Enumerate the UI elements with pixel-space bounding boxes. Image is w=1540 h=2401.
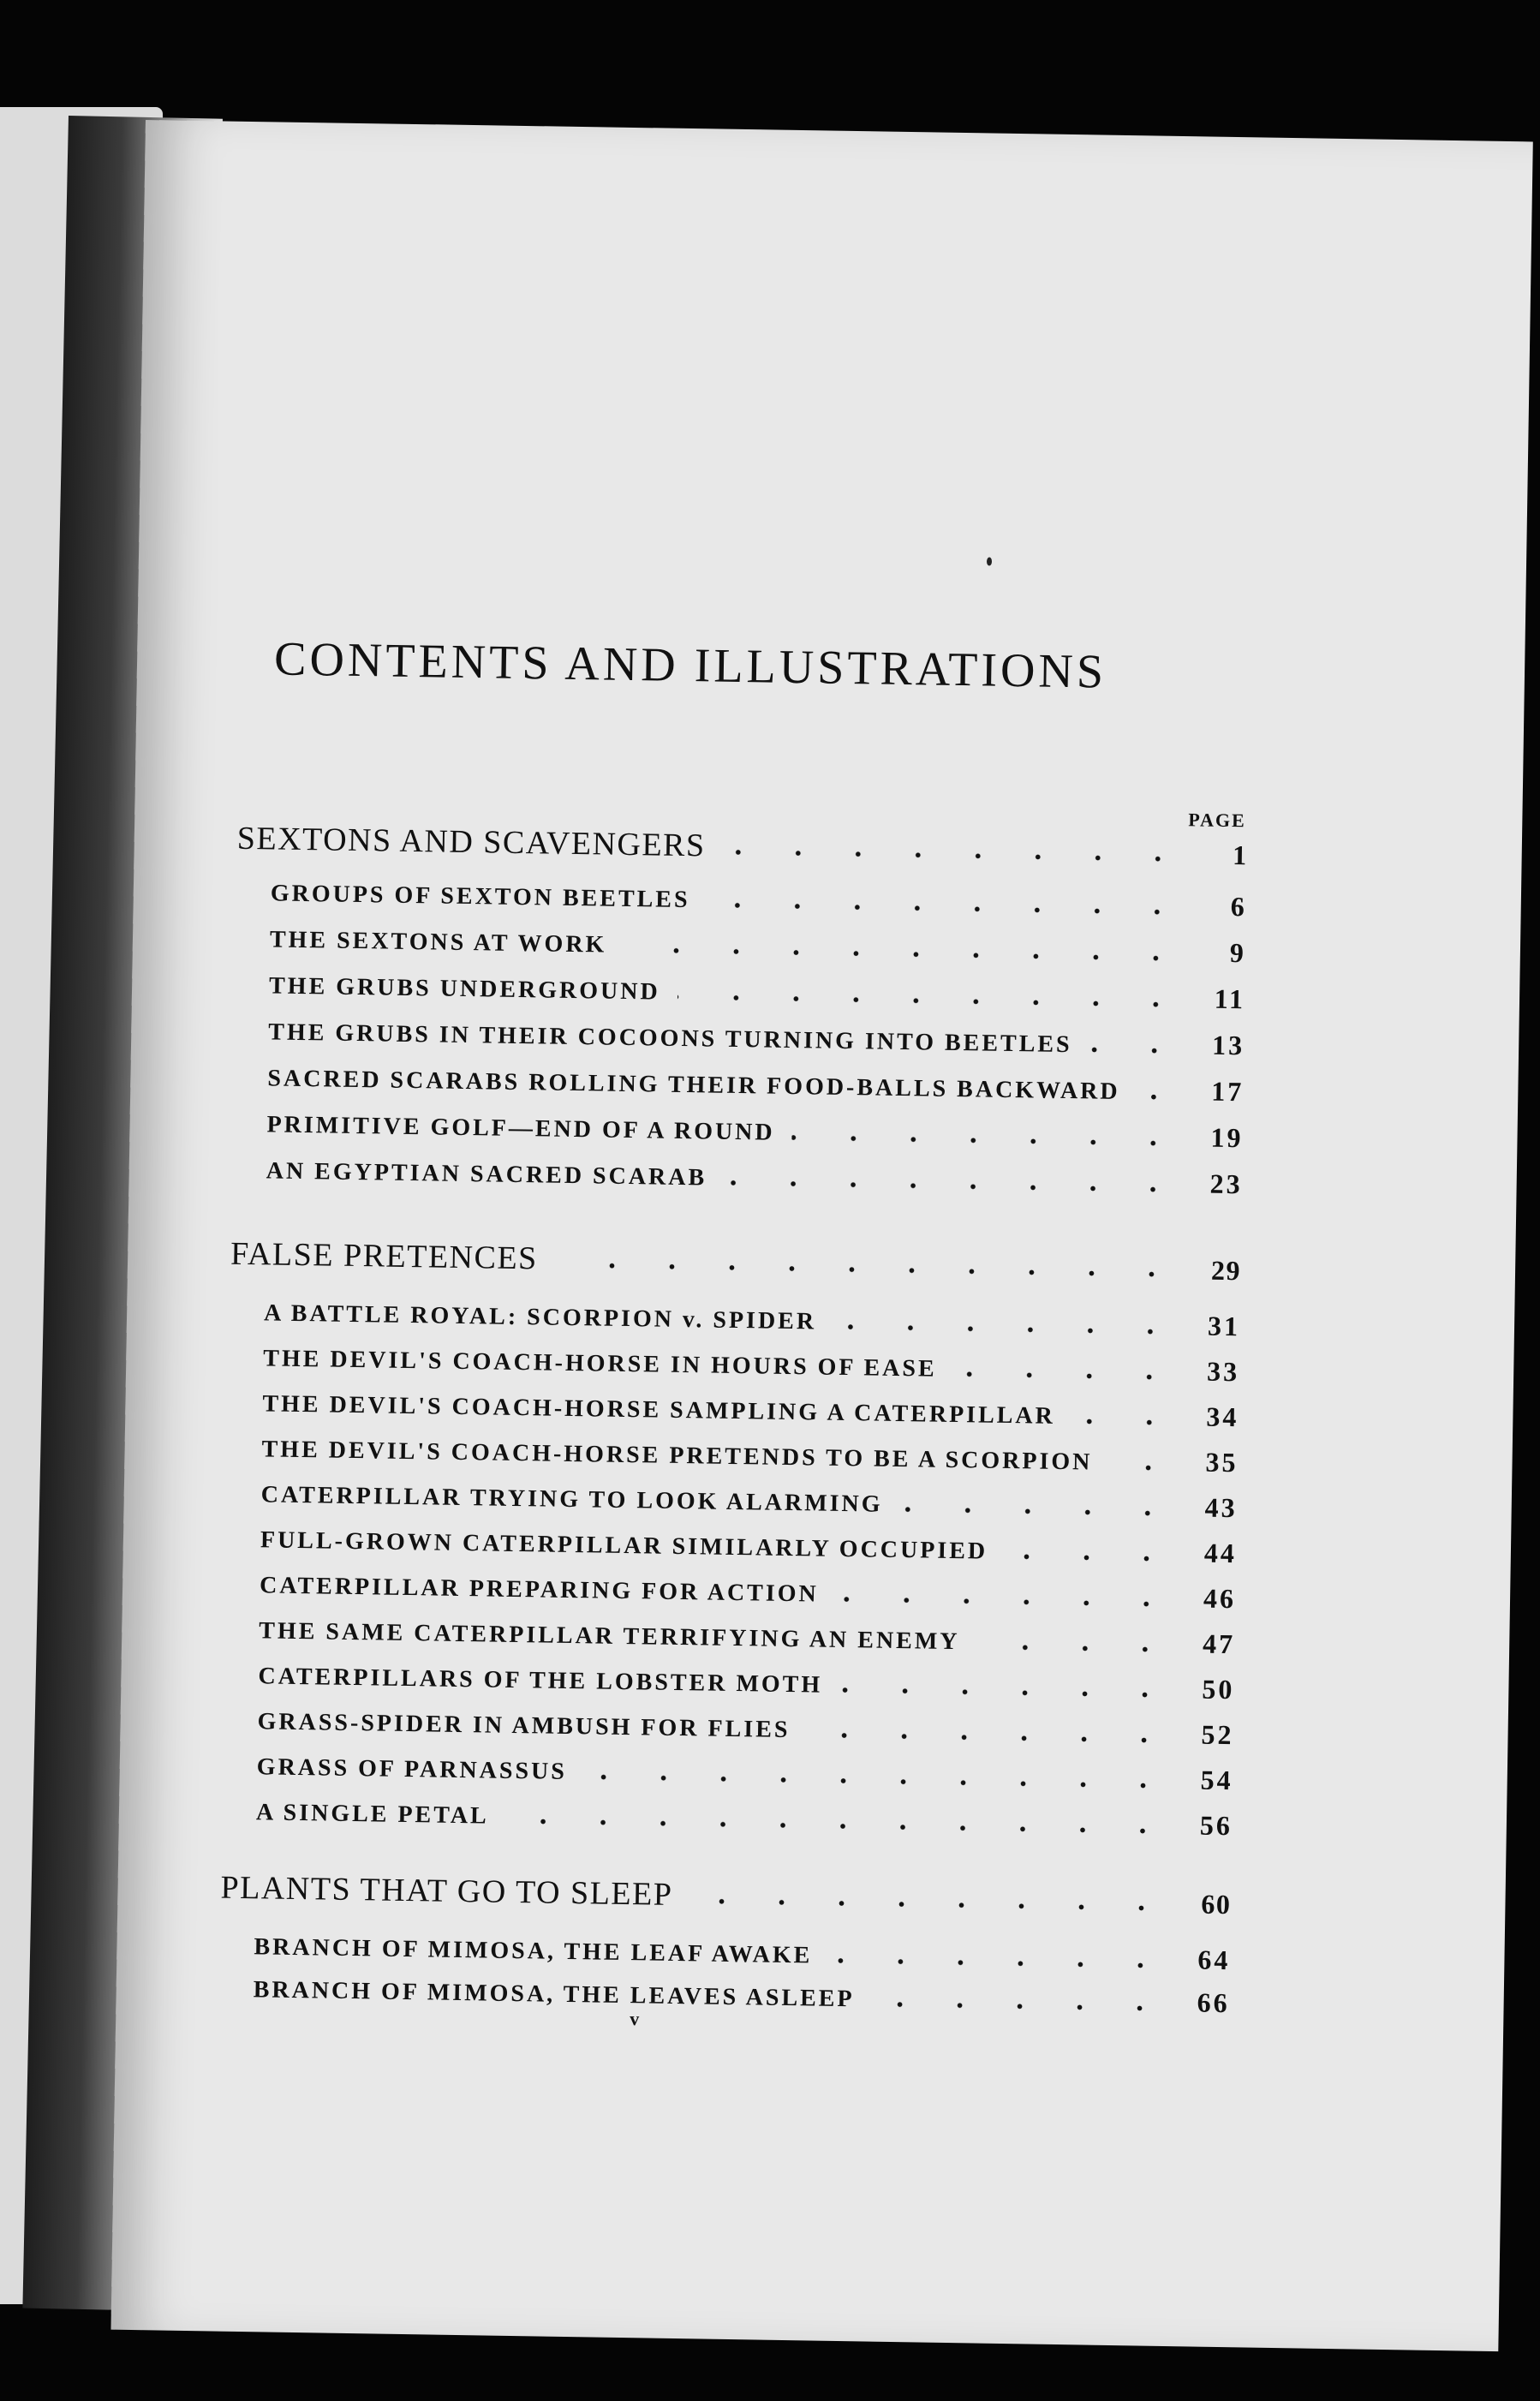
dot-leader xyxy=(624,947,1186,960)
page-number: 34 xyxy=(1206,1401,1239,1433)
section-heading: FALSE PRETENCES xyxy=(230,1235,539,1277)
dot-leader xyxy=(506,1818,1173,1833)
entry-label: CATERPILLARS OF THE LOBSTER MOTH xyxy=(258,1663,823,1699)
toc-entry xyxy=(260,1568,1236,1615)
page-content xyxy=(110,120,1532,2351)
dot-leader xyxy=(1109,1464,1178,1470)
page-number: 23 xyxy=(1209,1168,1243,1200)
page-column-heading: PAGE xyxy=(1188,809,1246,832)
toc-entry xyxy=(262,1386,1239,1433)
entry-label: BRANCH OF MIMOSA, THE LEAVES ASLEEP xyxy=(253,1976,855,2013)
toc-entry xyxy=(257,1749,1233,1796)
entry-label: THE SEXTONS AT WORK xyxy=(269,926,607,959)
toc-entry xyxy=(261,1477,1238,1524)
toc-entry xyxy=(253,1972,1229,2019)
toc-entry xyxy=(270,922,1246,969)
dot-leader xyxy=(677,994,1185,1006)
section-heading-row xyxy=(230,1235,1242,1289)
entry-label: PRIMITIVE GOLF—END OF A ROUND xyxy=(266,1111,775,1146)
dot-leader xyxy=(899,1507,1177,1516)
dot-leader xyxy=(1072,1419,1179,1425)
page-number: 29 xyxy=(1210,1254,1242,1287)
toc-entry xyxy=(264,1295,1240,1342)
page-number: 60 xyxy=(1201,1888,1232,1920)
dot-leader xyxy=(724,1180,1183,1192)
page-number: 47 xyxy=(1202,1628,1236,1660)
dot-leader xyxy=(689,1898,1171,1911)
entry-label: CATERPILLAR PREPARING FOR ACTION xyxy=(259,1572,819,1608)
entry-label: FULL-GROWN CATERPILLAR SIMILARLY OCCUPIED xyxy=(260,1526,988,1565)
entry-label: GRASS-SPIDER IN AMBUSH FOR FLIES xyxy=(257,1708,791,1744)
dot-leader xyxy=(807,1732,1173,1743)
ink-speck xyxy=(987,557,992,565)
section-heading: PLANTS THAT GO TO SLEEP xyxy=(220,1869,673,1913)
contents-page xyxy=(110,120,1532,2351)
toc-entry xyxy=(258,1658,1234,1705)
section-heading-row xyxy=(236,820,1248,874)
dot-leader xyxy=(833,1323,1180,1334)
page-number: 54 xyxy=(1200,1764,1233,1796)
entry-label: BRANCH OF MIMOSA, THE LEAF AWAKE xyxy=(254,1933,813,1969)
dot-leader xyxy=(871,2001,1169,2010)
page-folio: v xyxy=(630,2008,640,2030)
dot-leader xyxy=(976,1644,1175,1652)
entry-label: THE GRUBS IN THEIR COCOONS TURNING INTO BEETLES xyxy=(268,1018,1072,1059)
toc-entry xyxy=(263,1341,1239,1388)
page-number: 35 xyxy=(1205,1446,1239,1478)
toc-entry xyxy=(261,1431,1238,1478)
dot-leader xyxy=(954,1371,1180,1380)
toc-entry xyxy=(259,1613,1235,1660)
toc-entry xyxy=(271,875,1247,923)
page-number: 11 xyxy=(1214,982,1246,1015)
page-number: 19 xyxy=(1210,1121,1244,1154)
toc-entry xyxy=(268,1014,1245,1061)
dot-leader xyxy=(1137,1094,1185,1100)
entry-label: SACRED SCARABS ROLLING THEIR FOOD-BALLS BACKWARD xyxy=(267,1065,1120,1106)
section-heading-row xyxy=(220,1869,1232,1923)
entry-label: THE SAME CATERPILLAR TERRIFYING AN ENEMY xyxy=(259,1617,960,1656)
page-number: 1 xyxy=(1232,839,1248,871)
toc-entry xyxy=(254,1929,1230,1976)
page-title: CONTENTS AND ILLUSTRATIONS xyxy=(273,632,1107,699)
page-number: 66 xyxy=(1197,1986,1230,2019)
dot-leader xyxy=(707,902,1186,915)
entry-label: GROUPS OF SEXTON BEETLES xyxy=(270,880,690,914)
section-heading: SEXTONS AND SCAVENGERS xyxy=(236,820,706,864)
toc-entry xyxy=(267,1060,1244,1108)
toc-entry xyxy=(257,1704,1233,1751)
toc-entry xyxy=(269,968,1245,1015)
dot-leader xyxy=(829,1957,1170,1968)
page-number: 50 xyxy=(1202,1673,1235,1705)
dot-leader xyxy=(839,1687,1174,1697)
entry-label: GRASS OF PARNASSUS xyxy=(256,1753,568,1785)
page-number: 52 xyxy=(1201,1718,1234,1751)
entry-label: CATERPILLAR TRYING TO LOOK ALARMING xyxy=(260,1481,883,1518)
page-number: 17 xyxy=(1211,1075,1245,1108)
toc-entry xyxy=(256,1795,1233,1842)
page-number: 33 xyxy=(1206,1355,1240,1388)
entry-label: A BATTLE ROYAL: SCORPION v. SPIDER xyxy=(263,1299,817,1335)
page-number: 9 xyxy=(1229,937,1247,969)
page-number: 31 xyxy=(1207,1310,1241,1342)
entry-label: AN EGYPTIAN SACRED SCARAB xyxy=(266,1157,707,1192)
dot-leader xyxy=(1089,1047,1185,1054)
dot-leader xyxy=(722,850,1187,863)
dot-leader xyxy=(584,1774,1173,1789)
toc-entry xyxy=(260,1522,1237,1569)
entry-label: A SINGLE PETAL xyxy=(255,1799,489,1830)
toc-entry xyxy=(266,1153,1242,1200)
page-number: 46 xyxy=(1203,1582,1237,1615)
page-number: 6 xyxy=(1230,891,1248,923)
dot-leader xyxy=(1005,1553,1177,1561)
page-number: 64 xyxy=(1197,1944,1231,1976)
page-number: 44 xyxy=(1203,1537,1238,1569)
entry-label: THE DEVIL'S COACH-HORSE PRETENDS TO BE A SCORPION xyxy=(261,1436,1093,1476)
entry-label: THE GRUBS UNDERGROUND xyxy=(268,972,660,1006)
entry-label: THE DEVIL'S COACH-HORSE IN HOURS OF EASE xyxy=(263,1345,937,1383)
entry-label: THE DEVIL'S COACH-HORSE SAMPLING A CATERPILLAR xyxy=(262,1390,1056,1430)
dot-leader xyxy=(836,1596,1176,1606)
dot-leader xyxy=(792,1134,1184,1145)
page-number: 43 xyxy=(1204,1491,1238,1524)
toc-entry xyxy=(266,1107,1243,1154)
dot-leader xyxy=(555,1263,1181,1277)
page-number: 56 xyxy=(1199,1809,1233,1842)
page-number: 13 xyxy=(1211,1029,1245,1061)
